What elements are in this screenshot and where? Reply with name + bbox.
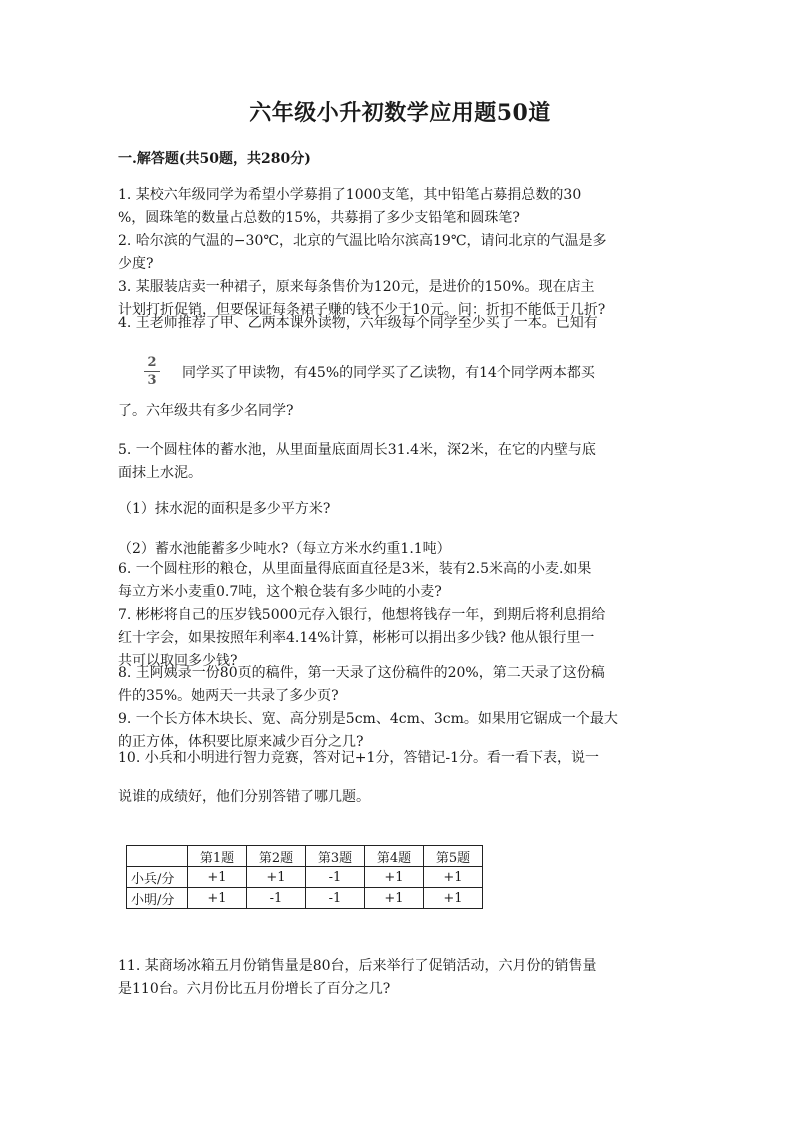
question-line: 11. 某商场冰箱五月份销售量是80台，后来举行了促销活动，六月份的销售量: [118, 958, 597, 974]
question-line: 的正方体，体积要比原来减少百分之几?: [118, 734, 364, 750]
page-title: 六年级小升初数学应用题50道: [249, 100, 551, 126]
question-line: 3. 某服装店卖一种裙子，原来每条售价为120元，是进价的150%。现在店主: [118, 279, 595, 295]
question-6: [118, 558, 690, 604]
table-row-label: 小兵/分: [127, 867, 188, 888]
question-4-line-3: 了。六年级共有多少名同学?: [118, 403, 294, 419]
table-cell: -1: [247, 888, 306, 909]
table-cell: -1: [306, 867, 365, 888]
table-cell: +1: [365, 867, 424, 888]
table-cell: +1: [365, 888, 424, 909]
question-4-line-2: 同学买了甲读物，有45%的同学买了乙读物，有14个同学两本都买: [182, 365, 595, 381]
question-10-line-2: 说谁的成绩好，他们分别答错了哪几题。: [118, 789, 370, 805]
fraction-denominator: 3: [147, 373, 157, 388]
question-line: 2. 哈尔滨的气温的−30℃，北京的气温比哈尔滨高19℃，请问北京的气温是多: [118, 233, 607, 249]
question-line: 7. 彬彬将自己的压岁钱5000元存入银行，他想将钱存一年，到期后将利息捐给: [118, 607, 606, 623]
table-row-label: 小明/分: [127, 888, 188, 909]
question-line: 计划打折促销，但要保证每条裙子赚的钱不少于10元。问：折扣不能低于几折?: [118, 302, 606, 318]
fraction-two-thirds: [142, 355, 162, 388]
score-table: [126, 845, 483, 909]
question-8: [118, 662, 690, 708]
table-cell: +1: [424, 867, 483, 888]
table-header-cell: 第4题: [365, 846, 424, 867]
question-5: [118, 439, 690, 485]
question-line: 是110台。六月份比五月份增长了百分之几?: [118, 981, 391, 997]
table-header-row: [127, 846, 483, 867]
question-10-line-1: 10. 小兵和小明进行智力竞赛，答对记+1分，答错记-1分。看一看下表，说一: [118, 750, 599, 766]
question-line: 共可以取回多少钱?: [118, 653, 238, 669]
question-11: [118, 955, 690, 1001]
table-row: [127, 888, 483, 909]
question-line: 9. 一个长方体木块长、宽、高分别是5cm、4cm、3cm。如果用它锯成一个最大: [118, 711, 618, 727]
table-header-cell: 第2题: [247, 846, 306, 867]
question-line: %，圆珠笔的数量占总数的15%，共募捐了多少支铅笔和圆珠笔?: [118, 210, 520, 226]
table-cell: -1: [306, 888, 365, 909]
question-line: 6. 一个圆柱形的粮仓，从里面量得底面直径是3米，装有2.5米高的小麦.如果: [118, 561, 592, 577]
question-line: 件的35%。她两天一共录了多少页?: [118, 688, 339, 704]
question-5-sub-1: （1）抹水泥的面积是多少平方米?: [118, 501, 331, 517]
table-cell: +1: [188, 888, 247, 909]
question-line: 5. 一个圆柱体的蓄水池，从里面量底面周长31.4米，深2米，在它的内壁与底: [118, 442, 596, 458]
question-4-line-1: 4. 王老师推荐了甲、乙两本课外读物，六年级每个同学至少买了一本。已知有: [118, 315, 598, 331]
table-header-cell: [127, 846, 188, 867]
table-row: [127, 867, 483, 888]
fraction-bar: [144, 371, 160, 372]
question-line: 每立方米小麦重0.7吨，这个粮仓装有多少吨的小麦?: [118, 584, 442, 600]
table-header-cell: 第5题: [424, 846, 483, 867]
question-line: 面抹上水泥。: [118, 465, 202, 481]
table-cell: +1: [188, 867, 247, 888]
question-line: 红十字会，如果按照年利率4.14%计算，彬彬可以捐出多少钱? 他从银行里一: [118, 630, 595, 646]
fraction-numerator: 2: [147, 355, 157, 370]
question-2: [118, 230, 690, 276]
question-5-sub-2: （2）蓄水池能蓄多少吨水?（每立方米水约重1.1吨）: [118, 541, 451, 557]
table-header-cell: 第3题: [306, 846, 365, 867]
table-cell: +1: [247, 867, 306, 888]
question-line: 少度?: [118, 256, 154, 272]
section-heading: 一.解答题(共50题，共280分): [118, 151, 311, 167]
question-line: 8. 王阿姨录一份80页的稿件，第一天录了这份稿件的20%，第二天录了这份稿: [118, 665, 605, 681]
table-cell: +1: [424, 888, 483, 909]
question-1: [118, 184, 690, 230]
table-header-cell: 第1题: [188, 846, 247, 867]
question-line: 1. 某校六年级同学为希望小学募捐了1000支笔，其中铅笔占募捐总数的30: [118, 187, 582, 203]
